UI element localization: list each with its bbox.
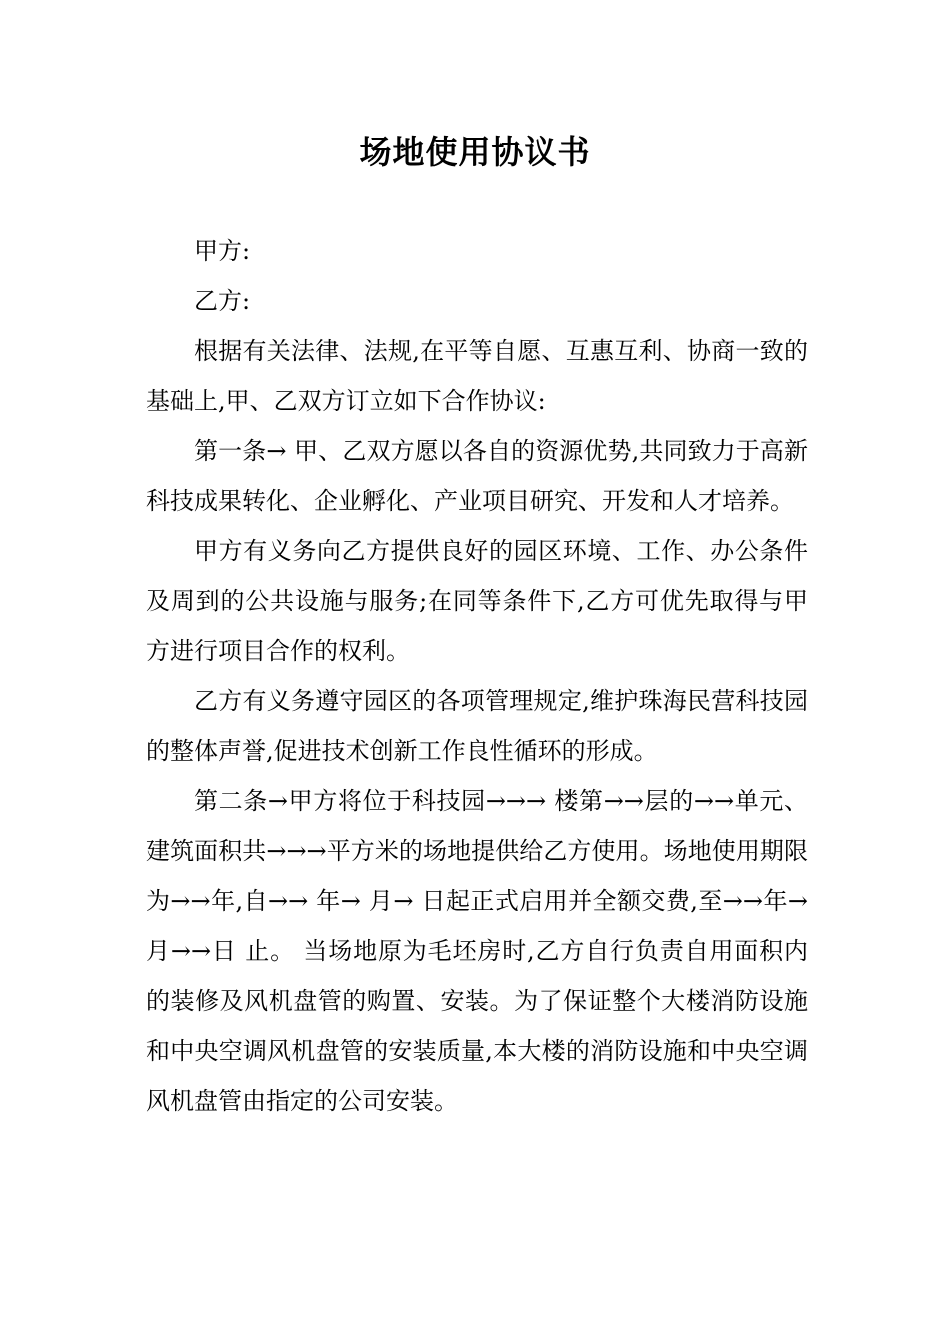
preamble-paragraph: 根据有关法律、法规,在平等自愿、互惠互利、协商一致的基础上,甲、乙双方订立如下合作协议: (146, 337, 808, 415)
document-body (146, 226, 808, 1126)
party-a-obligation-paragraph: 甲方有义务向乙方提供良好的园区环境、工作、办公条件及周到的公共设施与服务;在同等条件下,乙方可优先取得与甲方进行项目合作的权利。 (146, 537, 808, 665)
party-b-line: 乙方: (194, 287, 251, 315)
article-one-paragraph: 第一条→ 甲、乙双方愿以各自的资源优势,共同致力于高新科技成果转化、企业孵化、产业项目研究、开发和人才培养。 (146, 437, 808, 515)
party-a-line: 甲方: (194, 237, 251, 265)
party-b-obligation-paragraph: 乙方有义务遵守园区的各项管理规定,维护珠海民营科技园的整体声誉,促进技术创新工作良性循环的形成。 (146, 687, 808, 765)
document-title: 场地使用协议书 (359, 133, 591, 171)
article-two-paragraph: 第二条→甲方将位于科技园→→→ 楼第→→层的→→单元、 建筑面积共→→→平方米的场地提供给乙方使用。场地使用期限为→→年,自→→ 年→ 月→ 日起正式启用并全额交费,至→→年→ 月→→日 止。 当场地原为毛坯房时,乙方自行负责自用面积内的装修及风机盘管的购置、安装。为了保证整个大楼消防设施和中央空调风机盘管的安装质量,本大楼的消防设施和中央空调风机盘管由指定的公司安装。 (146, 787, 808, 1115)
